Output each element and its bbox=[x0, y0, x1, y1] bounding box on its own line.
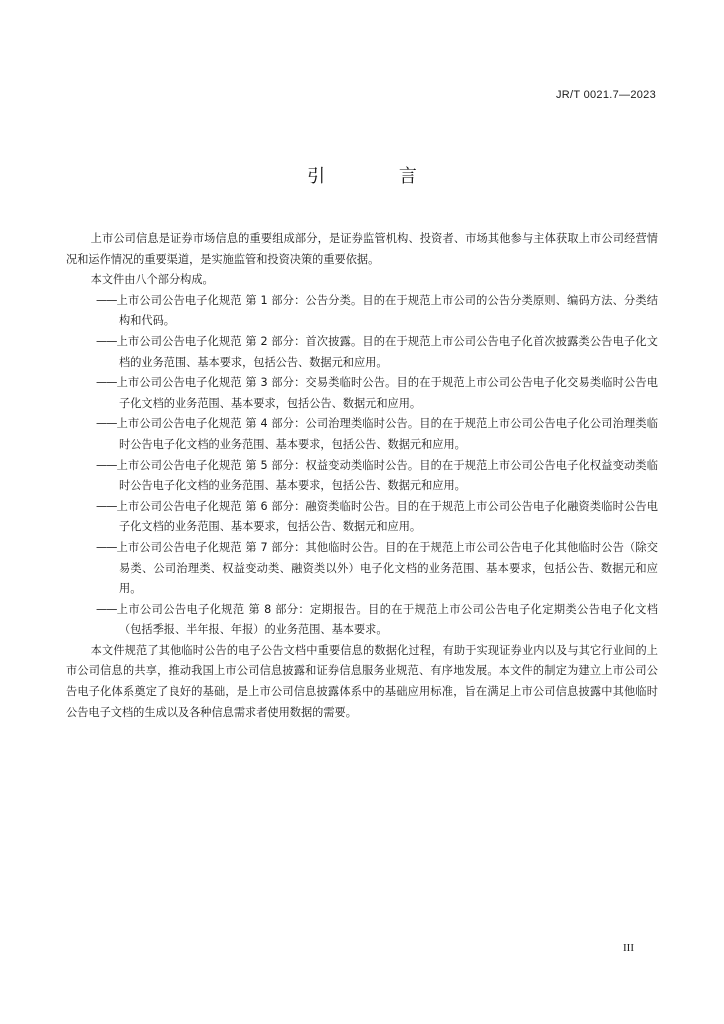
list-item bbox=[66, 414, 658, 455]
list-item bbox=[66, 373, 658, 414]
list-item-text: 上市公司公告电子化规范 第 7 部分：其他临时公告。目的在于规范上市公司公告电子化其他临时公告（除交易类、公司治理类、权益变动类、融资类以外）电子化文档的业务范围、基本要求，包括公告、数据元和应用。 bbox=[116, 540, 658, 596]
introduction-body bbox=[66, 229, 658, 723]
list-item-dash: —— bbox=[96, 602, 117, 616]
list-item-text: 上市公司公告电子化规范 第 4 部分：公司治理类临时公告。目的在于规范上市公司公告电子化公司治理类临时公告电子化文档的业务范围、基本要求，包括公告、数据元和应用。 bbox=[116, 417, 658, 451]
list-item bbox=[66, 456, 658, 497]
intro-paragraph: 上市公司信息是证券市场信息的重要组成部分，是证券监管机构、投资者、市场其他参与主体获取上市公司经营情况和运作情况的重要渠道，是实施监管和投资决策的重要依据。 bbox=[66, 232, 658, 266]
list-item-text: 上市公司公告电子化规范 第 5 部分：权益变动类临时公告。目的在于规范上市公司公告电子化权益变动类临时公告电子化文档的业务范围、基本要求，包括公告、数据元和应用。 bbox=[116, 458, 658, 493]
standard-code: JR/T 0021.7—2023 bbox=[556, 89, 656, 101]
list-item-dash: —— bbox=[96, 458, 117, 472]
parts-intro-paragraph: 本文件由八个部分构成。 bbox=[90, 273, 214, 287]
list-item-text: 上市公司公告电子化规范 第 2 部分：首次披露。目的在于规范上市公司公告电子化首次披露类公告电子化文档的业务范围、基本要求，包括公告、数据元和应用。 bbox=[116, 334, 658, 369]
list-item-text: 上市公司公告电子化规范 第 6 部分：融资类临时公告。目的在于规范上市公司公告电子化融资类临时公告电子化文档的业务范围、基本要求，包括公告、数据元和应用。 bbox=[116, 499, 658, 534]
list-item-dash: —— bbox=[96, 499, 117, 513]
list-item-text: 上市公司公告电子化规范 第 1 部分：公告分类。目的在于规范上市公司的公告分类原则、编码方法、分类结构和代码。 bbox=[116, 293, 658, 328]
list-item-text: 上市公司公告电子化规范 第 3 部分：交易类临时公告。目的在于规范上市公司公告电子化交易类临时公告电子化文档的业务范围、基本要求，包括公告、数据元和应用。 bbox=[116, 376, 658, 410]
conclusion-paragraph: 本文件规范了其他临时公告的电子公告文档中重要信息的数据化过程，有助于实现证券业内以及与其它行业间的上市公司信息的共享，推动我国上市公司信息披露和证券信息服务业规范、有序地发展。本文件的制定为建立上市公司公告电子化体系奠定了良好的基础，是上市公司信息披露体系中的基础应用标准，旨在满足上市公司信息披露中其他临时公告电子文档的生成以及各种信息需求者使用数据的需要。 bbox=[66, 643, 658, 719]
list-item bbox=[66, 600, 658, 641]
list-item-text: 上市公司公告电子化规范 第 8 部分：定期报告。目的在于规范上市公司公告电子化定期类公告电子化文档（包括季报、半年报、年报）的业务范围、基本要求。 bbox=[116, 602, 658, 637]
list-item-dash: —— bbox=[96, 540, 117, 554]
list-item bbox=[66, 497, 658, 538]
list-item bbox=[66, 332, 658, 373]
list-item bbox=[66, 291, 658, 332]
list-item bbox=[66, 538, 658, 600]
list-item-dash: —— bbox=[96, 376, 117, 390]
page-title: 引 言 bbox=[307, 166, 451, 187]
page-number: III bbox=[623, 942, 634, 954]
list-item-dash: —— bbox=[96, 417, 117, 431]
list-item-dash: —— bbox=[96, 293, 117, 307]
list-item-dash: —— bbox=[96, 334, 117, 348]
